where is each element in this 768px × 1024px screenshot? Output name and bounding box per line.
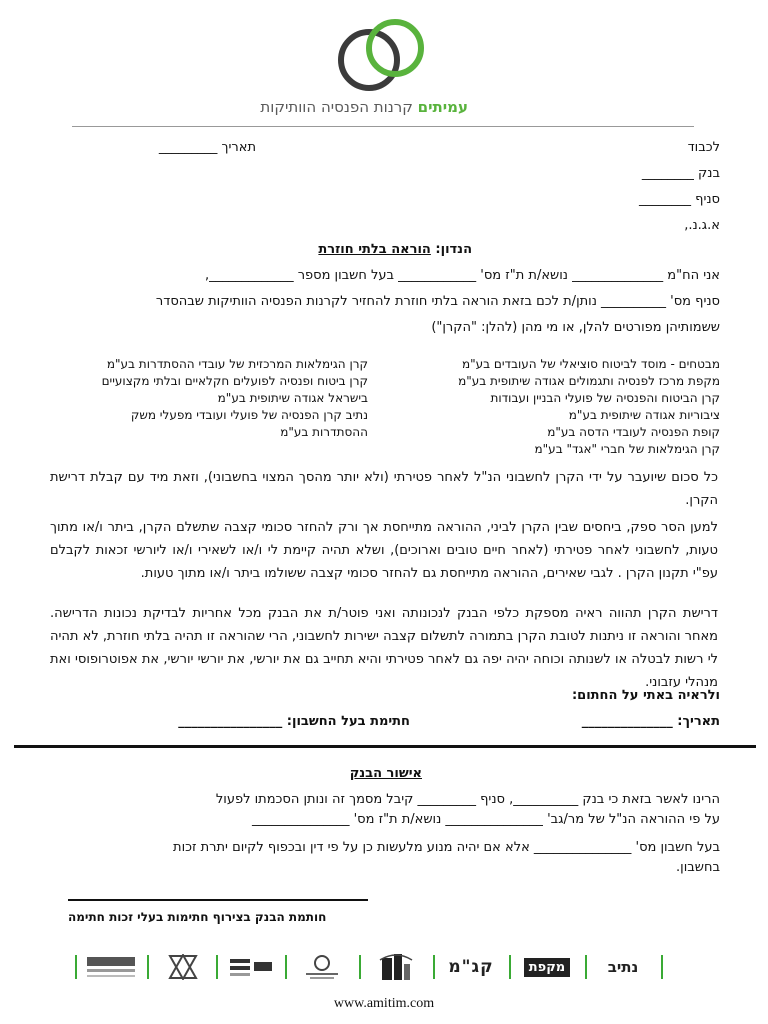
makefet-logo-text: מקפת	[524, 958, 570, 977]
fund-item: ההסתדרות בע"מ	[280, 425, 368, 439]
fund-item: מבטחים - מוסד לביטוח סוציאלי של העובדים בע"מ	[461, 357, 720, 371]
bank-approval-title: אישור הבנק	[349, 766, 422, 781]
egged-logo-icon	[223, 953, 279, 981]
bank-field: בנק ________	[641, 166, 720, 181]
nativ-logo-icon	[83, 953, 139, 981]
stamp-signature-line	[68, 899, 368, 901]
fund-item: קופת הפנסיה לעובדי הדסה בע"מ	[547, 425, 720, 439]
subject-prefix: הנדון:	[435, 242, 472, 257]
fund-item: קרן הגימלאות של חברי "אגד" בע"מ	[534, 442, 720, 456]
brand-name-gray: קרנות הפנסיה הוותיקות	[260, 98, 413, 116]
header-divider	[72, 126, 694, 127]
intro-line-3: ששמותיהן מפורטים להלן, או מי מהן (להלן: "הקרן")	[431, 320, 720, 335]
subject-line	[318, 240, 472, 259]
nativ-logo-text: נתיב	[607, 958, 639, 976]
kagam-logo-text: קג"מ	[448, 957, 494, 977]
footer-separator	[147, 955, 149, 979]
building-logo-icon	[367, 953, 425, 981]
stamp-caption: חותמת הבנק בצירוף חתימות בעלי זכות חתימה	[68, 910, 327, 924]
footer-separator	[661, 955, 663, 979]
fund-item: בישראל אגודה שיתופית בע"מ	[217, 391, 368, 405]
section-divider	[14, 745, 756, 748]
footer-separator	[585, 955, 587, 979]
funds-list-left	[38, 356, 368, 441]
website-url[interactable]: www.amitim.com	[333, 996, 435, 1011]
kagam-logo-icon	[441, 953, 501, 981]
paragraph-clarification: למען הסר ספק, ביחסים שבין הקרן לביני, ההוראה מתייחסת אך ורק להחזר סכומי קצבה שתשלם הקרן, ביתר ו/או מתוך טעות, לחשבוני לאחר פטירתי (לאחר חיים טובים וארוכים), ושלא תהיה קיימת לי ו/או לשאירי ו/או ליורשי זכאות לקבלם עפ"י תקנון הקרן . לגבי שאירים, ההוראה מתייחסת גם להחזר סכומי קצבה ששולמו ביתר ו/או מתוך טעות.	[50, 520, 718, 581]
paragraph-amount: כל סכום שיועבר על ידי הקרן לחשבוני הנ"ל לאחר פטירתי (ולא יותר מהסך המצוי בחשבוני), וזאת מיד עם קבלת דרישת הקרן.	[50, 470, 718, 508]
bank-approval-line-4: בחשבון.	[676, 860, 720, 875]
fund-item: קרן הגימלאות המרכזית של עובדי ההסתדרות בע"מ	[106, 357, 368, 371]
subject-title: הוראה בלתי חוזרת	[318, 242, 431, 257]
bank-approval-line-2: על פי ההוראה הנ"ל של מר/גב' _______________ נושא/ת ת"ז מס' _______________	[251, 812, 720, 827]
funds-list-right	[390, 356, 720, 458]
signature-date: תאריך: ______________	[581, 714, 720, 729]
fund-item: נתיב קרן הפנסיה של פועלי ועובדי מפעלי משק	[130, 408, 368, 422]
fund-item: ציבוריות אגודה שיתופית בע"מ	[568, 408, 720, 422]
to-label: לכבוד	[687, 140, 720, 155]
footer-separator	[433, 955, 435, 979]
makefet-logo-icon	[517, 953, 577, 981]
footer-separator	[75, 955, 77, 979]
intro-line-2: סניף מס' __________ נותן/ת לכם בזאת הוראה בלתי חוזרת להחזיר לקרנות הפנסיה הוותיקות שבהסדר	[155, 294, 720, 309]
footer-separator	[359, 955, 361, 979]
footer-separator	[285, 955, 287, 979]
agricultural-fund-logo-icon	[293, 953, 351, 981]
footer-separator	[509, 955, 511, 979]
intro-line-1: אני הח"מ ______________ נושא/ת ת"ז מס' ____________ בעל חשבון מספר _____________,	[204, 268, 720, 283]
amitim-rings-logo	[333, 16, 433, 98]
signature-heading: ולראיה באתי על החתום:	[571, 688, 720, 703]
bank-approval-line-3: בעל חשבון מס' _______________ אלא אם יהיה מנוע מלעשות כן על פי דין ובכפוף לקיום יתרת זכות	[173, 840, 720, 855]
account-holder-signature: חתימת בעל החשבון: ________________	[178, 714, 410, 729]
bank-approval-line-1: הרינו לאשר בזאת כי בנק __________, סניף _________ קיבל מסמך זה ונותן הסכמתו לפעול	[215, 792, 720, 807]
hadassah-logo-icon	[155, 953, 210, 981]
branch-field: סניף ________	[639, 192, 720, 207]
nativ-logo-2-icon	[593, 953, 653, 981]
date-field: תאריך _________	[158, 140, 256, 155]
fund-item: קרן הביטוח והפנסיה של פועלי הבניין ועבודות	[490, 391, 720, 405]
footer-logos	[75, 951, 695, 987]
brand-name-green: עמיתים	[417, 98, 468, 116]
brand-name	[260, 98, 468, 116]
greeting: א.ג.נ.,	[684, 218, 720, 233]
fund-item: קרן ביטוח ופנסיה לפועלים חקלאיים ובלתי מקצועיים	[101, 374, 368, 388]
paragraph-bank-release: דרישת הקרן תהווה ראיה מספקת כלפי הבנק לנכונותה ואני פוטר/ת את הבנק מכל אחריות לבדיקת נכונות הדרישה. מאחר והוראה זו ניתנות לטובת הקרן בתמורה לתשלום קצבה ישירות לחשבוני, הרי שהוראה זו תהיה בלתי חוזרת, לא תהיה לי רשות לבטלה או לשנותה וכוחה יהיה יפה גם לאחר פטירתי והיא תחייב גם את יורשי, את יורשי יורשי, את אפוטרופוסי ואת מנהלי עזבוני.	[50, 606, 718, 690]
fund-item: מקפת מרכז לפנסיה ותגמולים אגודה שיתופית בע"מ	[458, 374, 720, 388]
footer-separator	[216, 955, 218, 979]
